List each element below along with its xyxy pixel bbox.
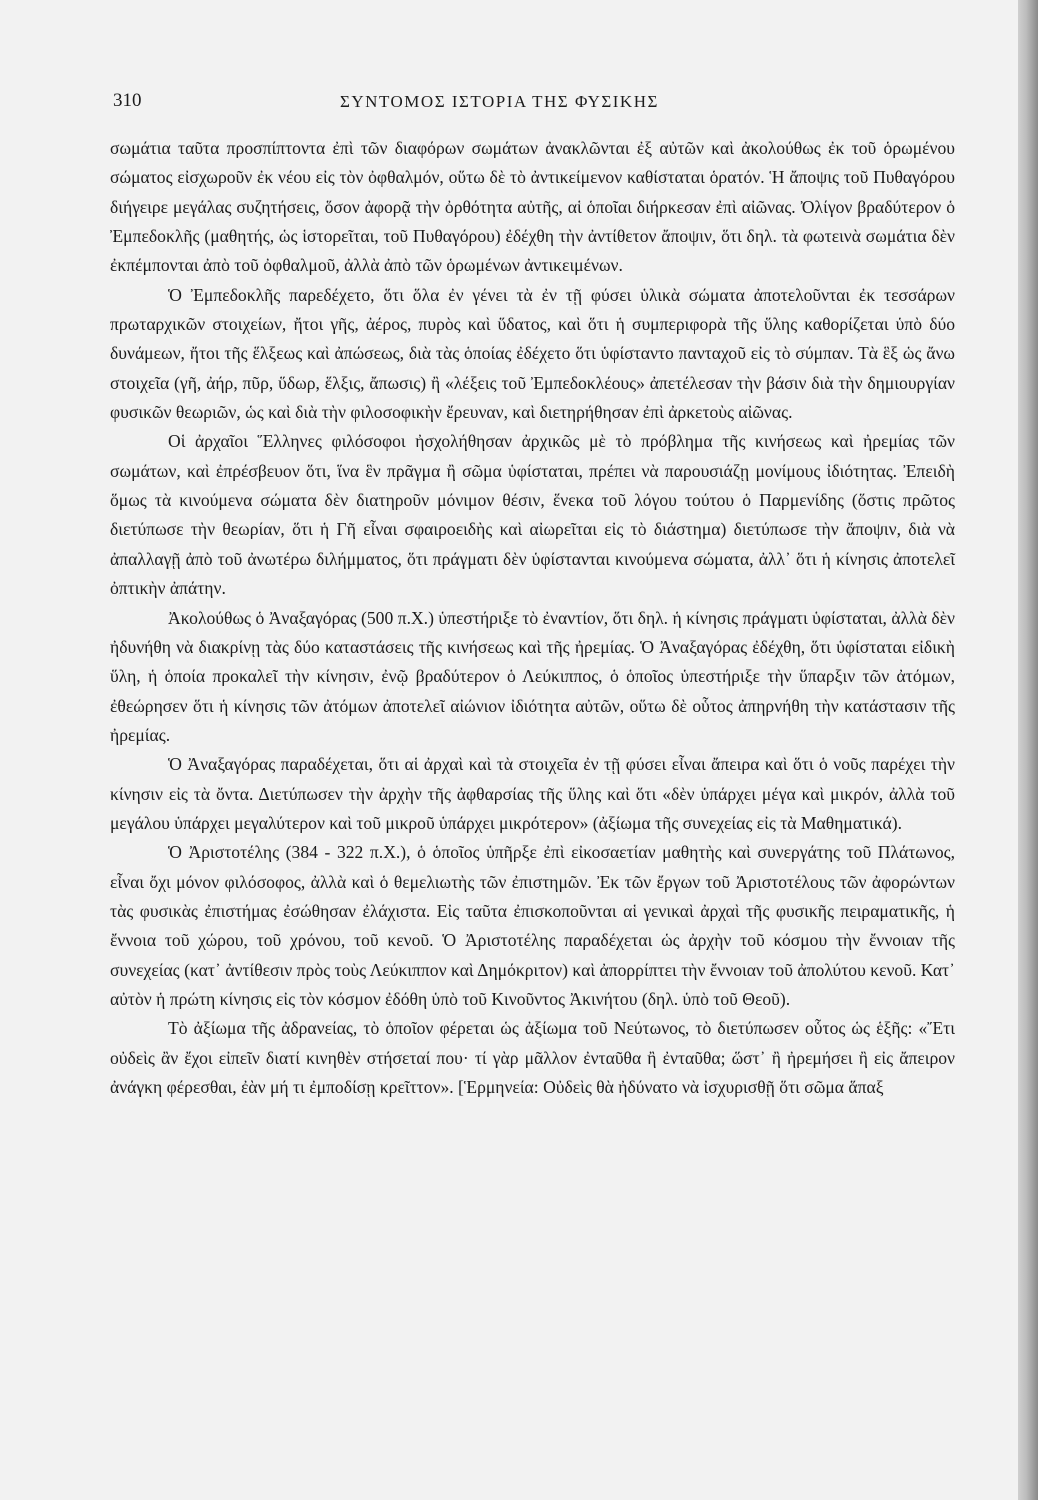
- paragraph: Οἱ ἀρχαῖοι Ἕλληνες φιλόσοφοι ἠσχολήθησαν ἀρχικῶς μὲ τὸ πρόβλημα τῆς κινήσεως καὶ ἠρεμίας τῶν σωμάτων, καὶ ἐπρέσβευον ὅτι, ἵνα ἓν πρᾶγμα ἢ σῶμα ὑφίσταται, πρέπει νὰ παρουσιάζῃ μονίμους ἰδιότητας. Ἐπειδὴ ὅμως τὰ κινούμενα σώματα δὲν διατηροῦν μόνιμον θέσιν, ἕνεκα τοῦ λόγου τούτου ὁ Παρμενίδης (ὅστις πρῶτος διετύπωσε τὴν θεωρίαν, ὅτι ἡ Γῆ εἶναι σφαιροειδὴς καὶ αἰωρεῖται εἰς τὸ διάστημα) διετύπωσε τὴν ἄποψιν, διὰ νὰ ἀπαλλαγῇ ἀπὸ τοῦ ἀνωτέρω διλήμματος, ὅτι πράγματι δὲν ὑφίστανται κινούμενα σώματα, ἀλλ᾿ ὅτι ἡ κίνησις ἀποτελεῖ ὀπτικὴν ἀπάτην.: [110, 431, 955, 599]
- paragraph: Ὁ Ἐμπεδοκλῆς παρεδέχετο, ὅτι ὅλα ἐν γένει τὰ ἐν τῇ φύσει ὑλικὰ σώματα ἀποτελοῦνται ἐκ τεσσάρων πρωταρχικῶν στοιχείων, ἤτοι γῆς, ἀέρος, πυρὸς καὶ ὕδατος, καὶ ὅτι ἡ συμπεριφορὰ τῆς ὕλης καθορίζεται ὑπὸ δύο δυνάμεων, ἤτοι τῆς ἕλξεως καὶ ἀπώσεως, διὰ τὰς ὁποίας ἐδέχετο ὅτι ὑφίσταντο πανταχοῦ εἰς τὸ σύμπαν. Τὰ ἓξ ὡς ἄνω στοιχεῖα (γῆ, ἀήρ, πῦρ, ὕδωρ, ἕλξις, ἄπωσις) ἢ «λέξεις τοῦ Ἐμπεδοκλέους» ἀπετέλεσαν τὴν βάσιν διὰ τὴν δημιουργίαν φυσικῶν θεωριῶν, ὡς καὶ διὰ τὴν φιλοσοφικὴν ἔρευναν, καὶ διετηρήθησαν ἐπὶ ἀρκετοὺς αἰῶνας.: [110, 284, 955, 423]
- paragraph: Ὁ Ἀναξαγόρας παραδέχεται, ὅτι αἱ ἀρχαὶ καὶ τὰ στοιχεῖα ἐν τῇ φύσει εἶναι ἄπειρα καὶ ὅτι ὁ νοῦς παρέχει τὴν κίνησιν εἰς τὰ ὄντα. Διετύπωσεν τὴν ἀρχὴν τῆς ἀφθαρσίας τῆς ὕλης καὶ ὅτι «δὲν ὑπάρχει μέγα καὶ μικρόν, ἀλλὰ τοῦ μεγάλου ὑπάρχει μεγαλύτερον καὶ τοῦ μικροῦ ὑπάρχει μικρότερον» (ἀξίωμα τῆς συνεχείας εἰς τὰ Μαθηματικά).: [110, 754, 955, 833]
- page-header: [0, 90, 1018, 120]
- page-number: 310: [113, 90, 142, 111]
- paragraph: Ὁ Ἀριστοτέλης (384 - 322 π.Χ.), ὁ ὁποῖος ὑπῆρξε ἐπὶ εἰκοσαετίαν μαθητὴς καὶ συνεργάτης τοῦ Πλάτωνος, εἶναι ὄχι μόνον φιλόσοφος, ἀλλὰ καὶ ὁ θεμελιωτὴς τῶν ἐπιστημῶν. Ἐκ τῶν ἔργων τοῦ Ἀριστοτέλους τῶν ἀφορώντων τὰς φυσικὰς ἐπιστήμας ἐσώθησαν ἐλάχιστα. Εἰς ταῦτα ἐπισκοποῦνται αἱ γενικαὶ ἀρχαὶ τῆς φυσικῆς πειραματικῆς, ἡ ἔννοια τοῦ χώρου, τοῦ χρόνου, τοῦ κενοῦ. Ὁ Ἀριστοτέλης παραδέχεται ὡς ἀρχὴν τοῦ κόσμου τὴν ἔννοιαν τῆς συνεχείας (κατ᾿ ἀντίθεσιν πρὸς τοὺς Λεύκιππον καὶ Δημόκριτον) καὶ ἀπορρίπτει τὴν ἔννοιαν τοῦ ἀπολύτου κενοῦ. Κατ᾿ αὐτὸν ἡ πρώτη κίνησις εἰς τὸν κόσμον ἐδόθη ὑπὸ τοῦ Κινοῦντος Ἀκινήτου (δηλ. ὑπὸ τοῦ Θεοῦ).: [110, 842, 955, 1009]
- paragraph: Ἀκολούθως ὁ Ἀναξαγόρας (500 π.Χ.) ὑπεστήριξε τὸ ἐναντίον, ὅτι δηλ. ἡ κίνησις πράγματι ὑφίσταται, ἀλλὰ δὲν ἠδυνήθη νὰ διακρίνῃ τὰς δύο καταστάσεις τῆς κινήσεως καὶ τῆς ἠρεμίας. Ὁ Ἀναξαγόρας ἐδέχθη, ὅτι ὑφίσταται εἰδικὴ ὕλη, ἡ ὁποία προκαλεῖ τὴν κίνησιν, ἐνῷ βραδύτερον ὁ Λεύκιππος, ὁ ὁποῖος ὑπεστήριξε τὴν ὕπαρξιν τῶν ἀτόμων, ἐθεώρησεν ὅτι ἡ κίνησις τῶν ἀτόμων ἀποτελεῖ αἰώνιον ἰδιότητα αὐτῶν, οὕτω δὲ οὗτος ἀπηρνήθη τὴν κατάστασιν τῆς ἠρεμίας.: [110, 607, 955, 745]
- paragraph: σωμάτια ταῦτα προσπίπτοντα ἐπὶ τῶν διαφόρων σωμάτων ἀνακλῶνται ἐξ αὐτῶν καὶ ἀκολούθως ἐκ τοῦ ὁρωμένου σώματος εἰσχωροῦν ἐκ νέου εἰς τὸν ὀφθαλμόν, οὕτω δὲ τὸ ἀντικείμενον καθίσταται ὁρατόν. Ἡ ἄποψις τοῦ Πυθαγόρου διήγειρε μεγάλας συζητήσεις, ὅσον ἀφορᾷ τὴν ὀρθότητα αὐτῆς, αἱ ὁποῖαι διήρκεσαν ἐπὶ αἰῶνας. Ὀλίγον βραδύτερον ὁ Ἐμπεδοκλῆς (μαθητής, ὡς ἱστορεῖται, τοῦ Πυθαγόρου) ἐδέχθη τὴν ἀντίθετον ἄποψιν, ὅτι δηλ. τὰ φωτεινὰ σωμάτια δὲν ἐκπέμπονται ἀπὸ τοῦ ὀφθαλμοῦ, ἀλλὰ ἀπὸ τῶν ὁρωμένων ἀντικειμένων.: [110, 138, 955, 276]
- paragraph: Τὸ ἀξίωμα τῆς ἀδρανείας, τὸ ὁποῖον φέρεται ὡς ἀξίωμα τοῦ Νεύτωνος, τὸ διετύπωσεν οὗτος ὡς ἑξῆς: «Ἔτι οὐδεὶς ἂν ἔχοι εἰπεῖν διατί κινηθὲν στήσεταί που· τί γὰρ μᾶλλον ἐνταῦθα ἢ ἐνταῦθα; ὥστ᾿ ἢ ἠρεμήσει ἢ εἰς ἄπειρον ἀνάγκη φέρεσθαι, ἐὰν μή τι ἐμποδίσῃ κρεῖττον». [Ἑρμηνεία: Οὐδεὶς θὰ ἠδύνατο νὰ ἰσχυρισθῇ ὅτι σῶμα ἅπαξ: [110, 1018, 955, 1097]
- body-text: [110, 134, 955, 1102]
- page-edge: [1018, 0, 1038, 1500]
- running-title: ΣΥΝΤΟΜΟΣ ΙΣΤΟΡΙΑ ΤΗΣ ΦΥΣΙΚΗΣ: [340, 92, 659, 111]
